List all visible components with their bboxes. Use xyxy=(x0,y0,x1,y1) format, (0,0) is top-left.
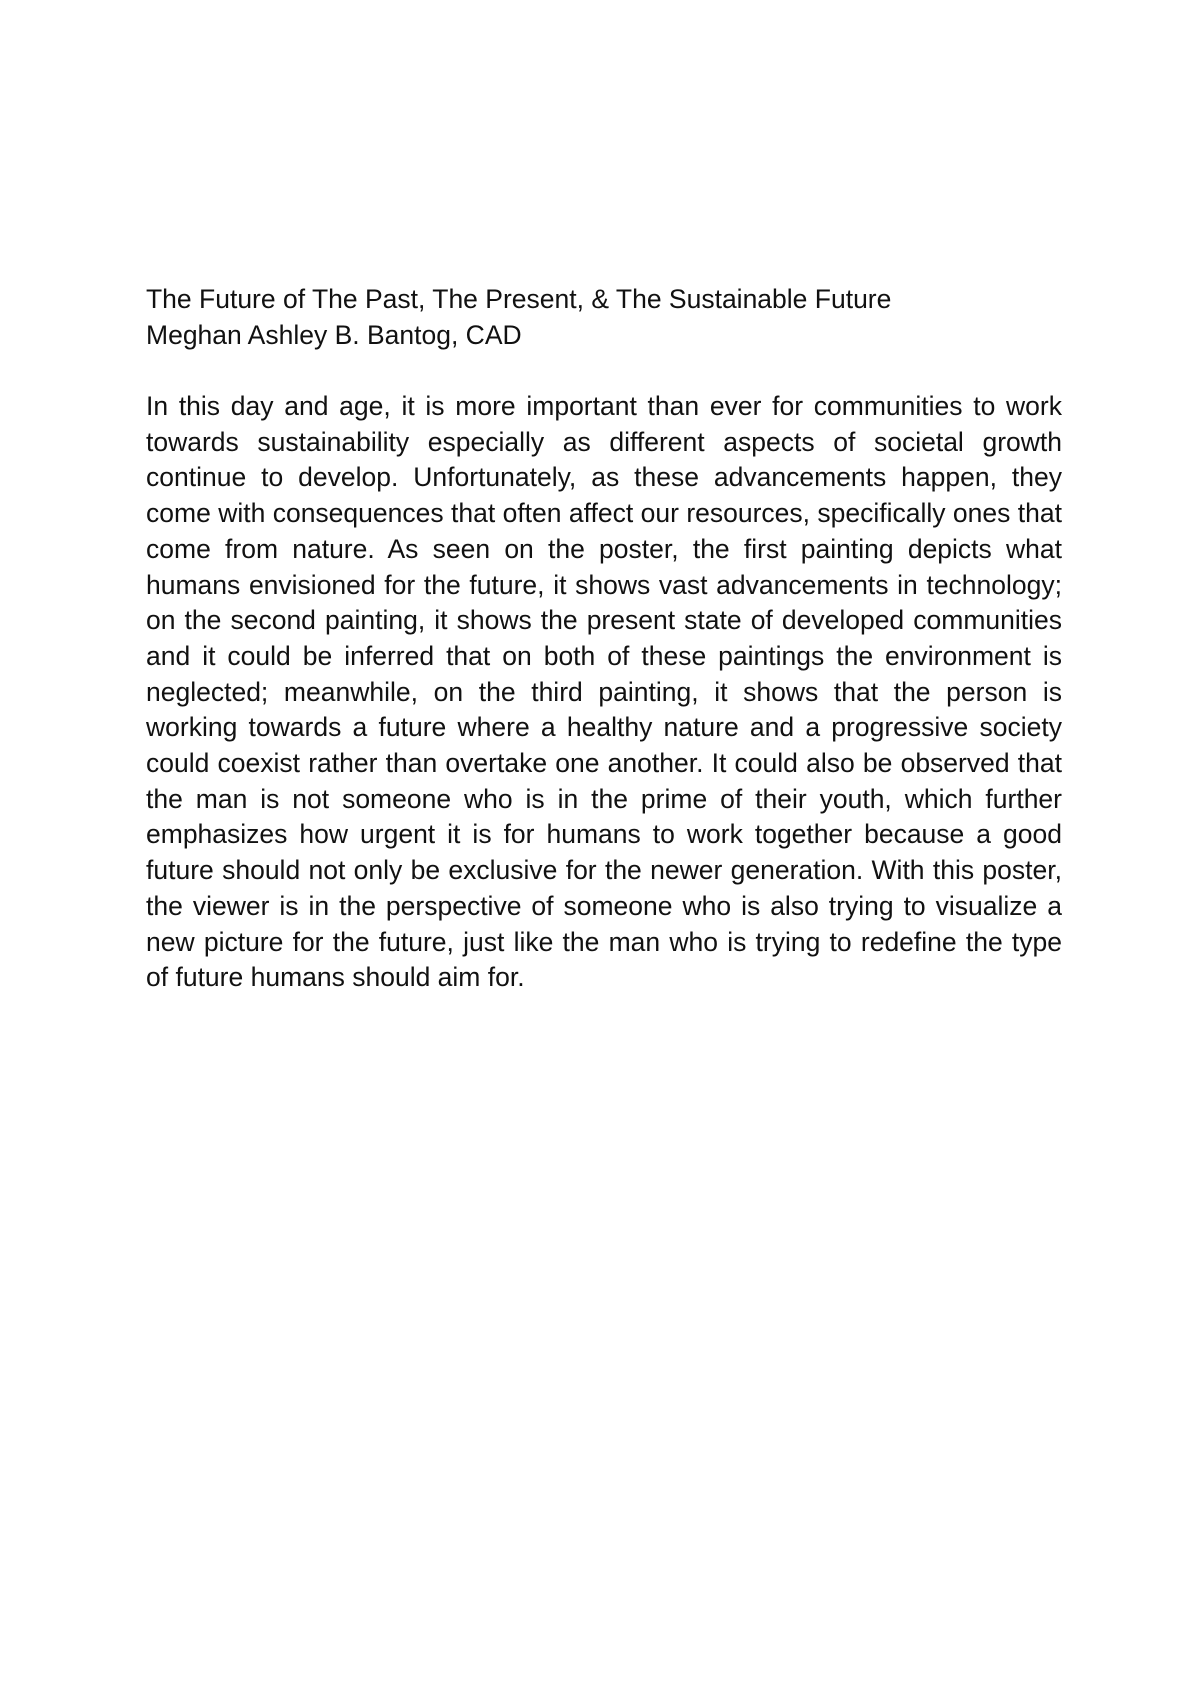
document-title: The Future of The Past, The Present, & The Sustainable Future xyxy=(146,284,892,314)
body-paragraph: In this day and age, it is more important than ever for communities to work towards sustainability especially as different aspects of societal growth continue to develop. Unfortunately, as these advancements happen, they come with consequences that often affect our resources, specifically ones that come from nature. As seen on the poster, the first painting depicts what humans envisioned for the future, it shows vast advancements in technology; on the second painting, it shows the present state of developed communities and it could be inferred that on both of these paintings the environment is neglected; meanwhile, on the third painting, it shows that the person is working towards a future where a healthy nature and a progressive society could coexist rather than overtake one another. It could also be observed that the man is not someone who is in the prime of their youth, which further emphasizes how urgent it is for humans to work together because a good future should not only be exclusive for the newer generation. With this poster, the viewer is in the perspective of someone who is also trying to visualize a new picture for the future, just like the man who is trying to redefine the type of future humans should aim for. xyxy=(146,391,1062,993)
document-content xyxy=(146,282,1062,996)
document-author: Meghan Ashley B. Bantog, CAD xyxy=(146,319,522,350)
